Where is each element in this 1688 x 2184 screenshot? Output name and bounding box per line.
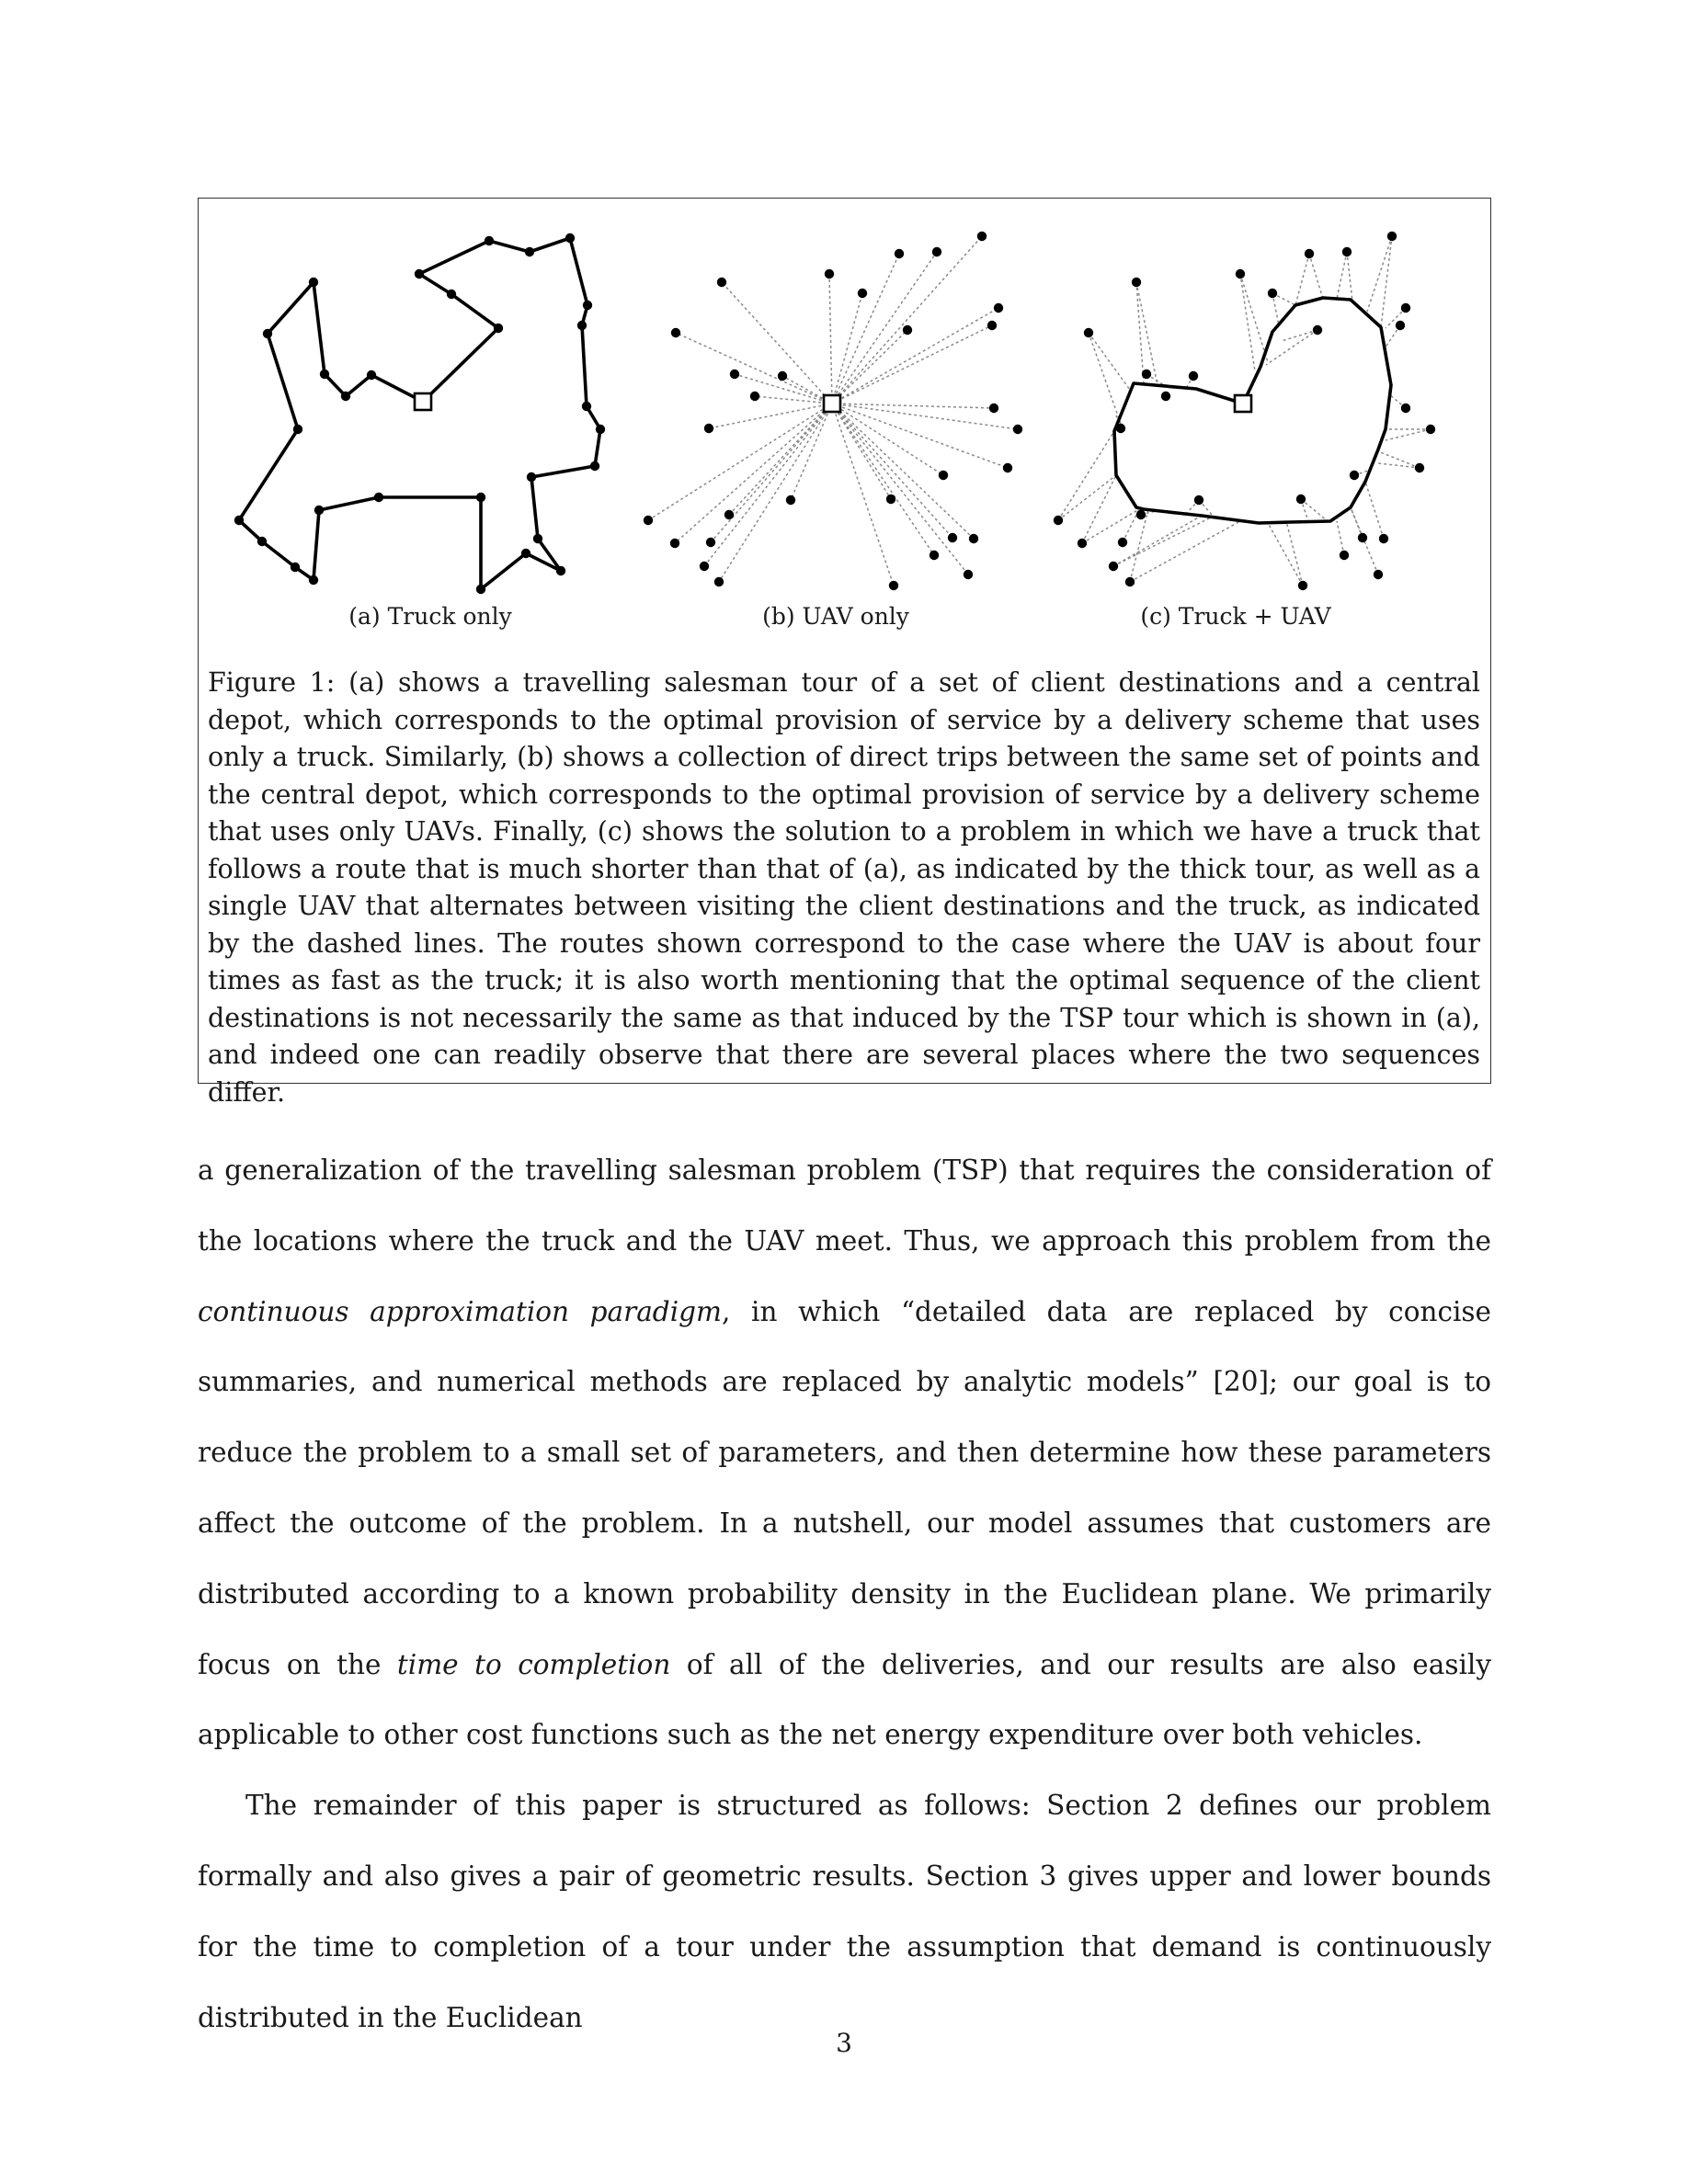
uav-trip [675,404,832,543]
figure-caption: Figure 1: (a) shows a travelling salesman tour of a set of client destinations and a central depot, which corresponds to the optimal provision of service by a delivery scheme that uses only a truck. Similarly, (b) shows a collection of direct trips between the same set of points and the central depot, which corresponds to the optimal provision of service by a delivery scheme that uses only UAVs. Finally, (c) shows the solution to a problem in which we have a truck that follows a route that is much shorter than that of (a), as indicated by the thick tour, as well as a single UAV that alternates between visiting the client destinations and the truck, as indicated by the dashed lines. The routes shown correspond to the case where the UAV is about four times as fast as the truck; it is also worth mentioning that the optimal sequence of the client destinations is not necessarily the same as that induced by the TSP tour which is shown in (a), and indeed one can readily observe that there are several places where the two sequences differ. [208,667,1480,1108]
uav-sortie [1286,521,1303,586]
client-point [670,539,679,548]
uav-sortie [1367,236,1392,312]
client-point [704,424,713,433]
depot-square [1235,395,1251,412]
client-point [969,534,978,543]
client-point [367,370,376,380]
client-point [778,371,787,381]
client-point [1136,510,1146,519]
panel-uav-only [644,232,1022,590]
client-point [314,506,324,515]
client-point [724,510,734,519]
subcaption-b: (b) UAV only [762,603,909,630]
client-point [1189,371,1198,381]
client-point [309,278,318,287]
client-point [1401,303,1410,313]
client-point [476,585,485,594]
client-point [1125,577,1135,586]
client-point [447,290,456,299]
client-point [291,563,300,572]
uav-sortie [1240,274,1268,362]
client-point [590,461,599,471]
uav-sortie [1130,509,1148,582]
client-point [1387,232,1397,241]
uav-sortie [1240,274,1255,371]
client-point [714,577,724,586]
client-point [415,269,424,279]
uav-trip [832,404,894,586]
uav-sortie [1365,482,1384,539]
client-point [1426,425,1435,434]
uav-sortie [1058,475,1116,520]
client-point [1415,463,1424,472]
client-point [565,233,575,243]
client-point [476,493,485,502]
client-point [1298,581,1307,590]
uav-trip [829,274,832,404]
client-point [948,533,957,542]
client-point [750,392,759,401]
uav-trip [719,404,832,582]
client-point [1078,539,1087,548]
uav-trip [832,236,982,404]
uav-sortie [1378,451,1420,468]
client-point [582,402,591,411]
client-point [987,321,997,330]
client-point [964,570,973,579]
client-point [485,236,494,245]
client-point [717,278,726,287]
client-point [527,472,536,482]
subcaption-c: (c) Truck + UAV [1140,603,1331,630]
uav-trip [832,404,1008,468]
uav-sortie [1058,431,1114,520]
client-point [521,549,530,558]
uav-sortie [1309,254,1323,299]
client-point [786,495,795,505]
truck-route [1114,298,1391,523]
client-point [556,566,565,575]
client-point [930,551,939,560]
uav-trip [832,325,992,404]
client-point [494,324,503,333]
client-point [257,537,267,546]
client-point [903,325,912,335]
uav-trip [648,404,832,520]
uav-sortie [1272,293,1279,325]
client-point [1013,425,1022,434]
uav-sortie [1089,333,1130,390]
client-point [932,247,941,256]
uav-sortie [1113,517,1213,566]
client-point [889,581,898,590]
page-number: 3 [836,2028,852,2058]
client-point [320,370,329,379]
client-point [341,392,350,401]
client-point [994,303,1003,313]
depot-square [415,393,431,410]
client-point [263,329,272,338]
subcaption-a: (a) Truck only [348,603,512,630]
uav-trip [722,282,832,404]
client-point [730,370,739,379]
uav-trip [832,404,952,538]
client-point [1396,321,1405,330]
client-point [1118,538,1127,547]
uav-trip [832,404,934,555]
paragraph-1-part-c: of all of the deliveries, and our results are also easily applicable to other cost functions such as the net energy expenditure over both vehicles. [198,1648,1492,1751]
client-point [1313,325,1322,335]
client-point [583,301,592,310]
uav-sortie [1295,254,1309,305]
uav-sortie [1337,521,1344,555]
uav-trip [704,404,832,566]
term-continuous-approximation: continuous approximation paradigm [198,1295,722,1327]
client-point [1401,404,1410,413]
truck-tour [239,238,600,589]
uav-trip [832,404,943,475]
client-point [1194,495,1203,505]
uav-sortie [1381,236,1392,327]
term-time-to-completion: time to completion [396,1648,671,1680]
client-point [895,249,904,258]
panel-truck-only [234,233,605,594]
depot-square [824,395,840,412]
client-point [989,404,998,413]
client-point [577,321,587,330]
client-point [1358,533,1367,542]
client-point [1296,495,1306,504]
client-point [533,534,542,543]
client-point [525,247,534,256]
client-point [644,516,653,525]
client-point [234,516,244,525]
uav-sortie [1130,521,1240,582]
panel-truck-uav [1054,232,1435,590]
client-point [671,328,680,337]
client-point [1374,570,1383,579]
client-point [1003,463,1012,472]
client-point [309,575,318,585]
uav-sortie [1282,330,1317,341]
client-point [886,495,895,504]
client-point [977,232,987,241]
figure-panels-svg [199,199,1490,603]
uav-sortie [1337,252,1347,299]
paragraph-1-part-a: a generalization of the travelling salesman problem (TSP) that requires the consideration of the locations where the truck and the UAV meet. Thus, we approach this problem from the [198,1155,1491,1257]
client-point [1161,392,1170,401]
client-point [706,538,715,547]
uav-sortie [1347,252,1352,301]
client-point [596,425,605,434]
uav-trip [791,404,832,500]
paragraph-2: The remainder of this paper is structured as follows: Section 2 defines our problem formally and also gives a pair of geometric results. Section 3 gives upper and lower bounds for the time to completion of a tour under the assumption that demand is continuously distributed in the Euclidean [198,1790,1491,2033]
uav-trip [832,404,974,539]
client-point [1236,269,1245,279]
client-point [1342,247,1352,256]
paragraph-1 [198,1135,1491,1770]
uav-sortie [1268,523,1303,586]
paragraph-1-part-b: , in which “detailed data are replaced by concise summaries, and numerical methods are replaced by analytic models” [20]; our goal is to reduce the problem to a small set of parameters, and then determine how these parameters affect the outcome of the problem. In a nutshell, our model assumes that customers are distributed according to a known probability density in the Euclidean plane. We primarily focus on the [198,1295,1492,1680]
client-point [1268,289,1277,298]
client-point [1054,516,1063,525]
client-point [293,425,302,434]
client-point [825,269,834,279]
client-point [1340,551,1349,560]
client-point [1084,328,1093,337]
client-point [1350,471,1359,480]
client-point [1142,370,1151,379]
uav-sortie [1136,282,1144,383]
figure-1 [198,198,1491,1108]
uav-sortie [1386,429,1431,440]
uav-trip [832,254,899,404]
client-point [1132,278,1141,287]
client-point [858,289,867,298]
uav-trip [832,308,998,404]
client-point [1109,562,1118,571]
body-text [198,1135,1491,2053]
uav-trip [832,252,937,404]
client-point [374,493,383,502]
uav-sortie [1266,330,1317,365]
uav-sortie [1089,333,1121,424]
client-point [1116,424,1125,433]
client-point [1379,534,1388,543]
client-point [939,471,948,480]
client-point [700,562,709,571]
client-point [1305,249,1314,258]
